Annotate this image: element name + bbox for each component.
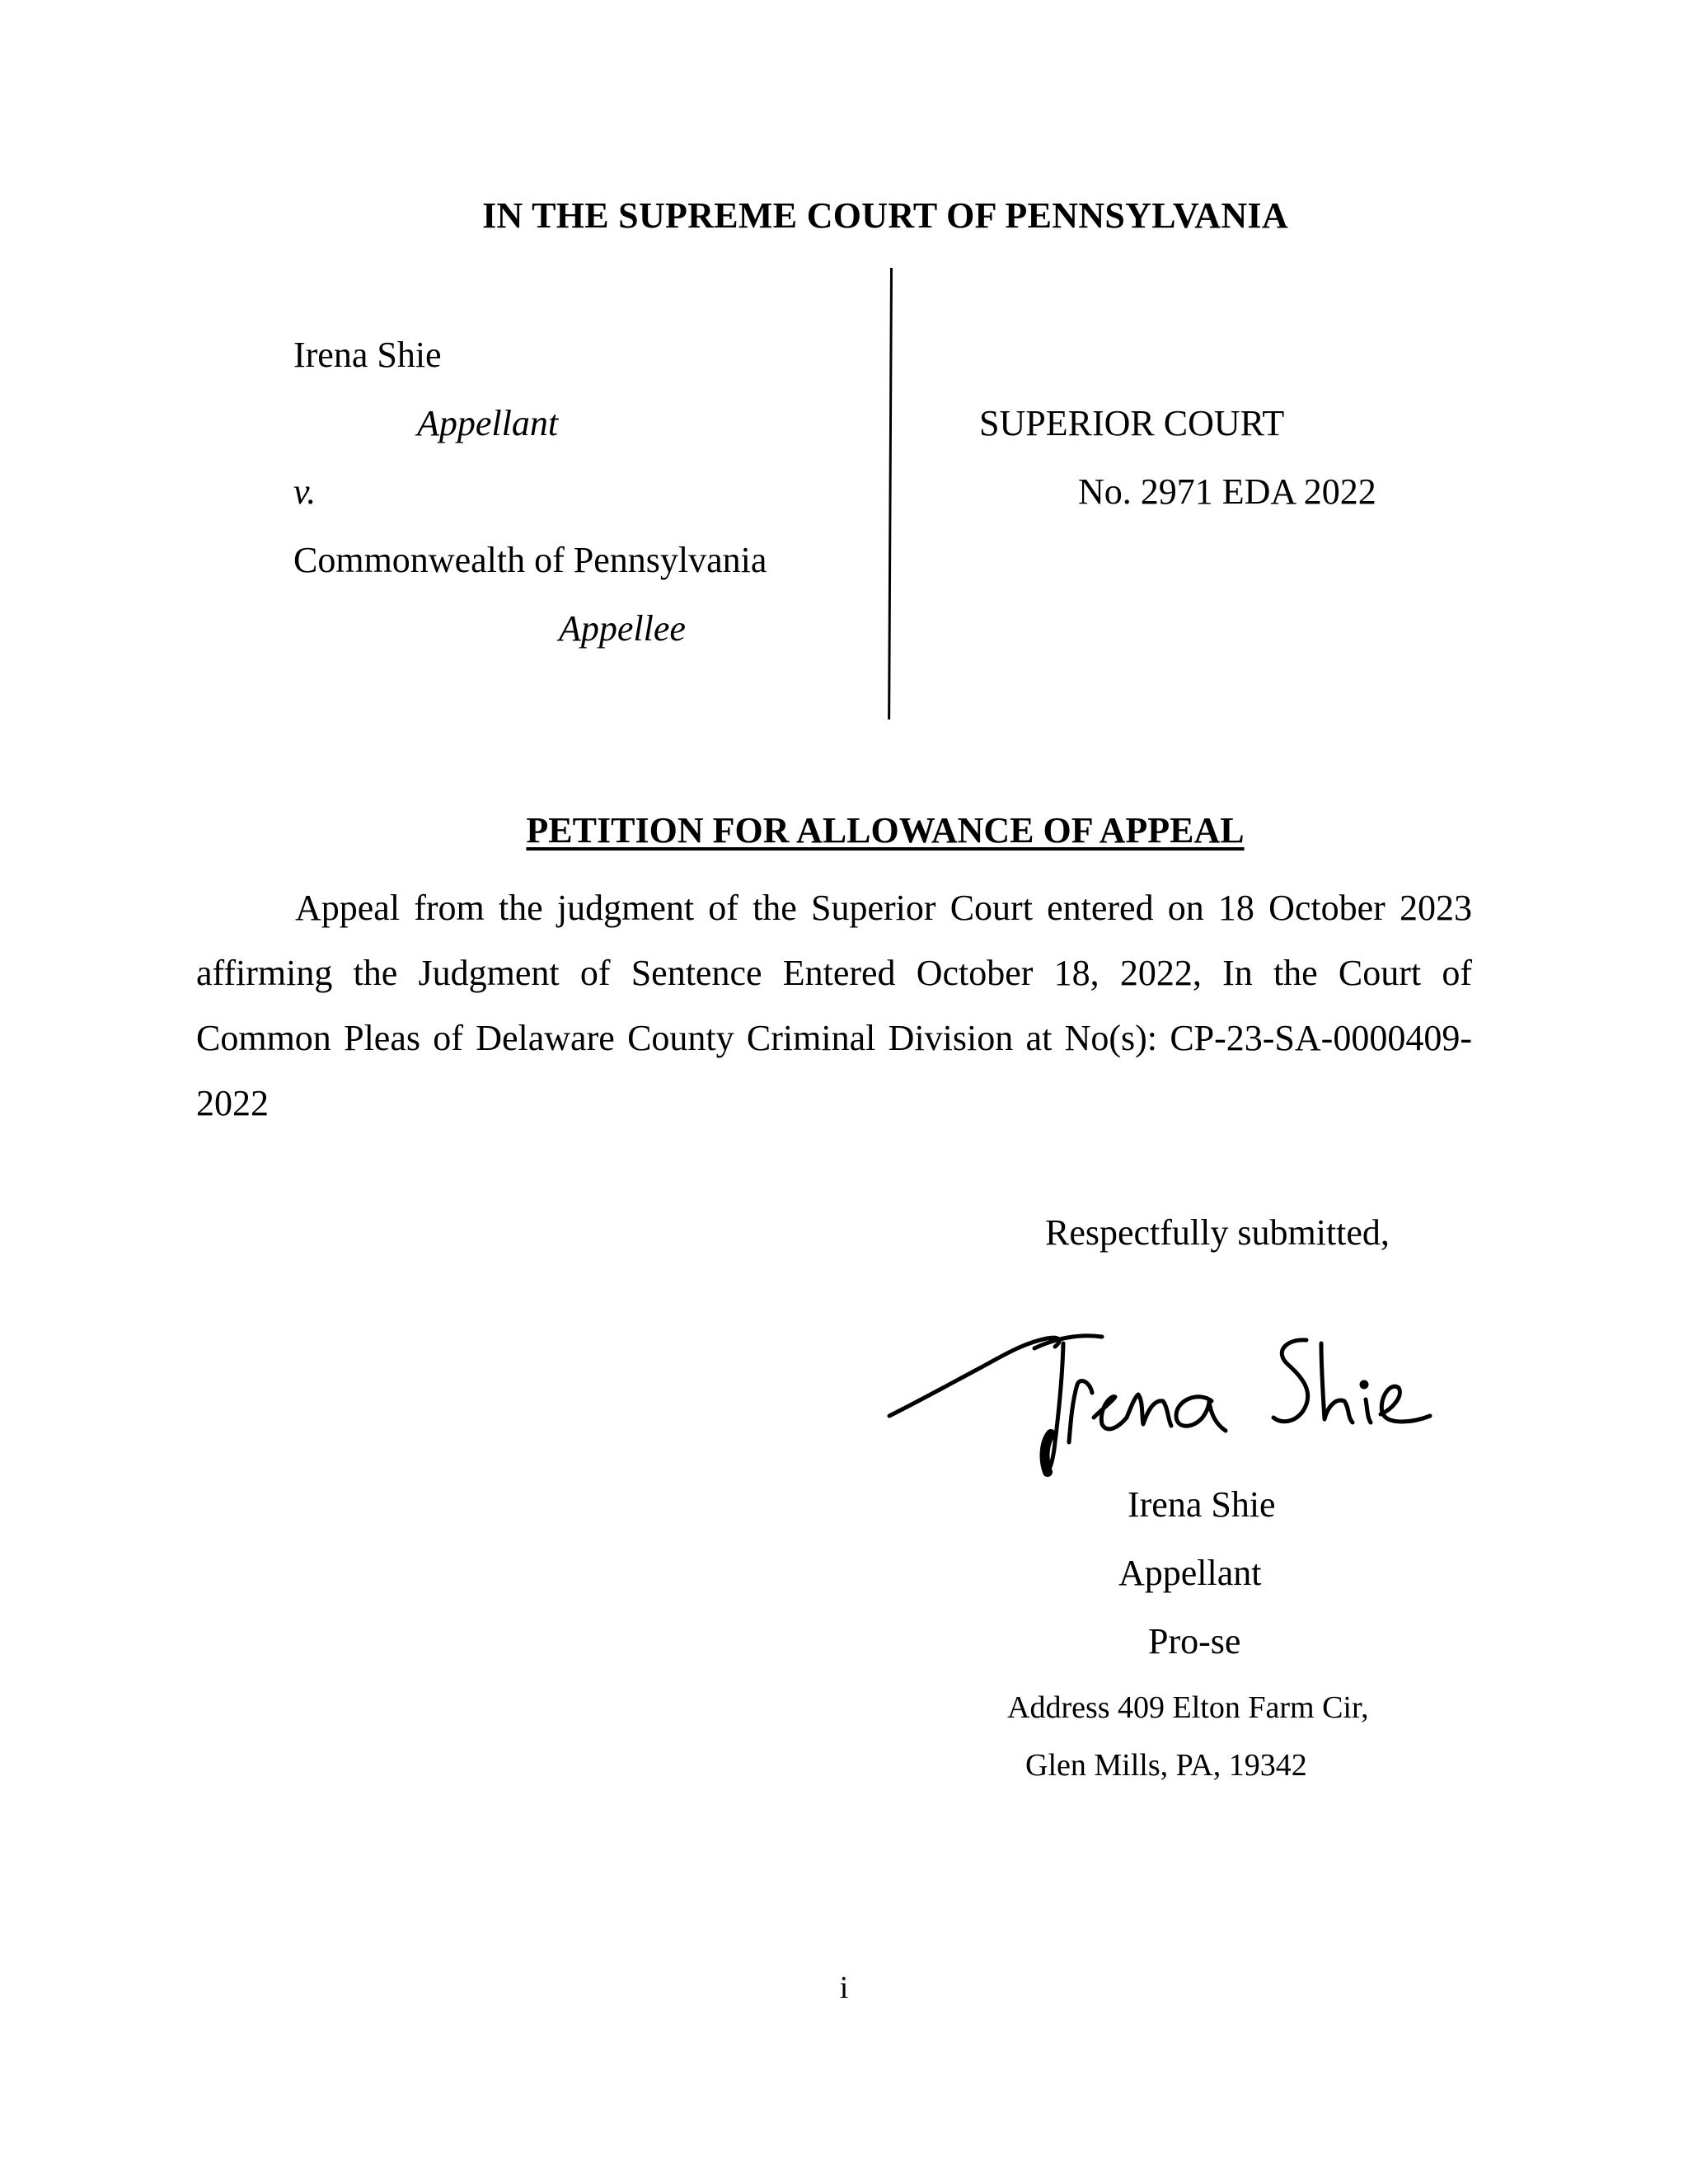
signer-status: Pro-se bbox=[1148, 1621, 1241, 1661]
page-number: i bbox=[839, 1971, 849, 2005]
court-title: IN THE SUPREME COURT OF PENNSYLVANIA bbox=[482, 195, 1288, 236]
petition-body: Appeal from the judgment of the Superior Court entered on 18 October 2023 affirming the Judgment of Sentence Entered October 18, 2022, In the Court of Common Pleas of Delaware County Criminal Division at No(s): CP-23-SA-0000409-2022 bbox=[196, 888, 1472, 1123]
address-line-1: Address 409 Elton Farm Cir, bbox=[1007, 1690, 1369, 1725]
closing-text: Respectfully submitted, bbox=[1045, 1212, 1390, 1253]
appellant-role: Appellant bbox=[417, 403, 559, 443]
handwritten-signature bbox=[886, 1319, 1479, 1483]
signer-role: Appellant bbox=[1118, 1553, 1262, 1593]
address-line-2: Glen Mills, PA, 19342 bbox=[1025, 1748, 1307, 1783]
lower-court-label: SUPERIOR COURT bbox=[979, 403, 1285, 443]
appellee-role: Appellee bbox=[559, 608, 686, 649]
docket-number: No. 2971 EDA 2022 bbox=[1078, 471, 1376, 512]
versus-label: v. bbox=[293, 471, 316, 512]
caption-divider bbox=[888, 268, 893, 719]
signer-name: Irena Shie bbox=[1128, 1484, 1276, 1525]
appellant-name: Irena Shie bbox=[293, 335, 442, 375]
appellee-name: Commonwealth of Pennsylvania bbox=[293, 540, 767, 580]
petition-heading: PETITION FOR ALLOWANCE OF APPEAL bbox=[526, 810, 1245, 851]
